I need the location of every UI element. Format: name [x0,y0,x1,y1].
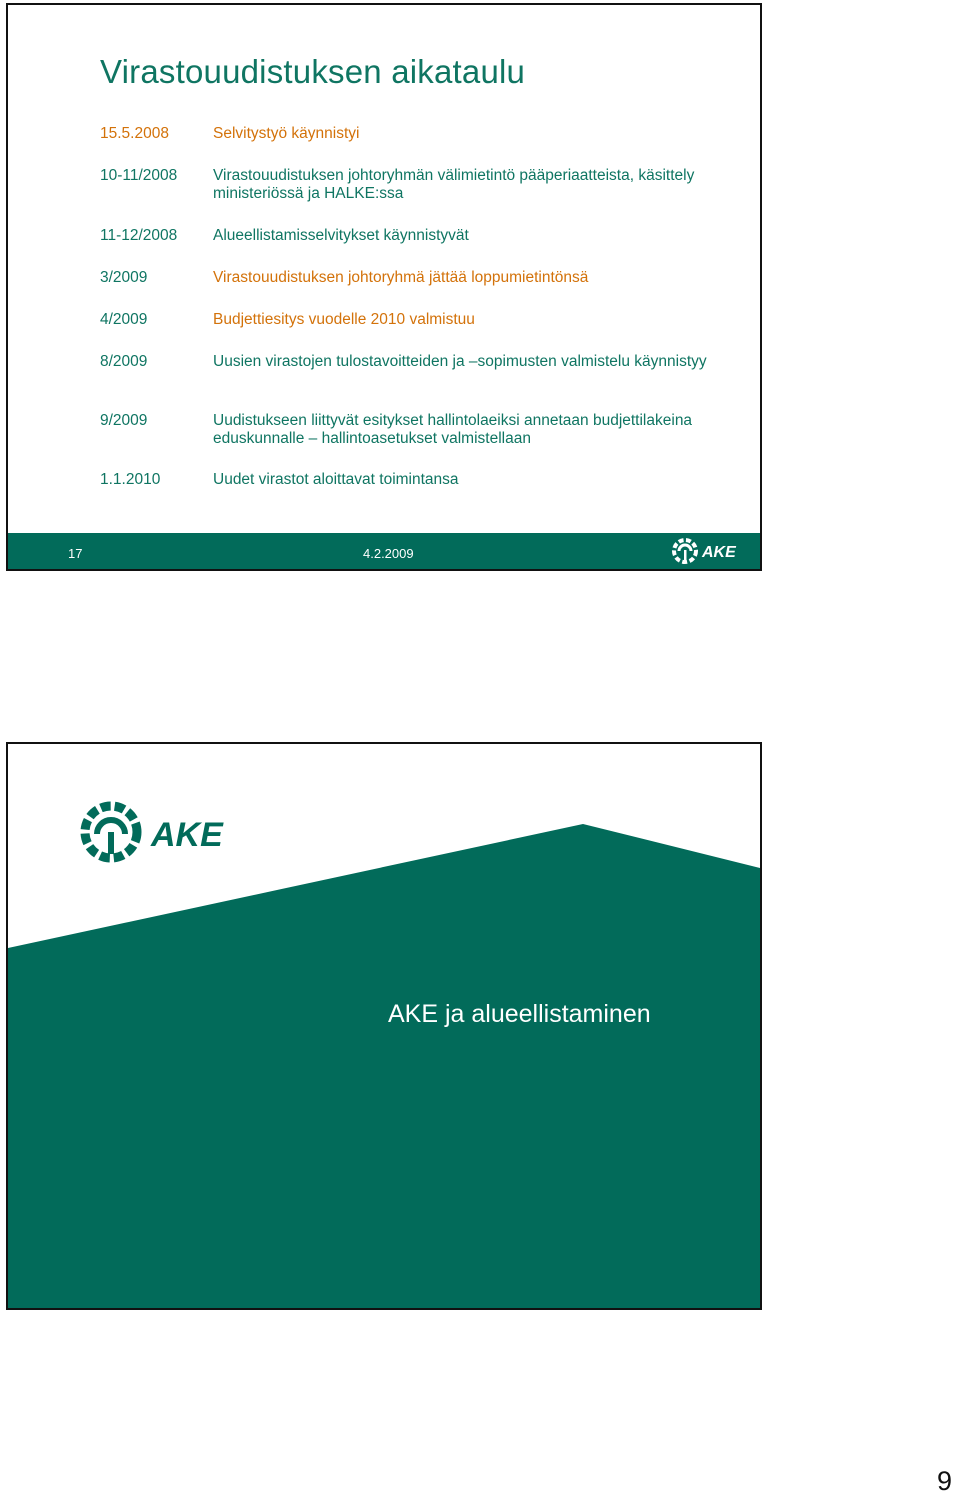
timeline-text: Uudet virastot aloittavat toimintansa [213,471,459,488]
document-page-number: 9 [937,1466,953,1496]
timeline-text: Budjettiesitys vuodelle 2010 valmistuu [213,311,475,328]
timeline-text: Selvitystyö käynnistyi [213,125,360,142]
timeline-date: 3/2009 [100,269,148,286]
slide-title: Virastouudistuksen aikataulu [100,53,526,90]
timeline-date: 4/2009 [100,311,148,328]
timeline-text: Uudistukseen liittyvät esitykset hallintolaeiksi annetaan budjettilakeina eduskunnalle – hallintoasetukset valmistellaan [213,412,693,447]
timeline-date: 10-11/2008 [100,167,178,184]
footer-logo-text: AKE [702,544,736,561]
ake-logo-icon [670,536,750,566]
timeline-date: 15.5.2008 [100,125,169,142]
slide2-logo-text: AKE [151,816,223,854]
timeline-text: Alueellistamisselvitykset käynnistyvät [213,227,469,244]
slide-ake-title [6,742,762,1310]
timeline-date: 1.1.2010 [100,471,161,488]
slide-17 [6,3,762,571]
background-wedge [8,824,760,1308]
ake-logo-icon [85,806,224,858]
timeline-date: 11-12/2008 [100,227,178,244]
slide-number: 17 [68,546,83,561]
timeline-text: Virastouudistuksen johtoryhmä jättää loppumietintönsä [213,269,589,286]
timeline-date: 9/2009 [100,412,148,429]
slide-date: 4.2.2009 [363,546,414,561]
slide2-title: AKE ja alueellistaminen [388,1000,651,1028]
timeline-date: 8/2009 [100,353,148,370]
timeline-text: Uusien virastojen tulostavoitteiden ja –sopimusten valmistelu käynnistyy [213,353,707,370]
slide-footer [8,533,760,569]
timeline-text: Virastouudistuksen johtoryhmän välimietintö pääperiaatteista, käsittely ministeriössä ja HALKE:ssa [213,167,695,202]
